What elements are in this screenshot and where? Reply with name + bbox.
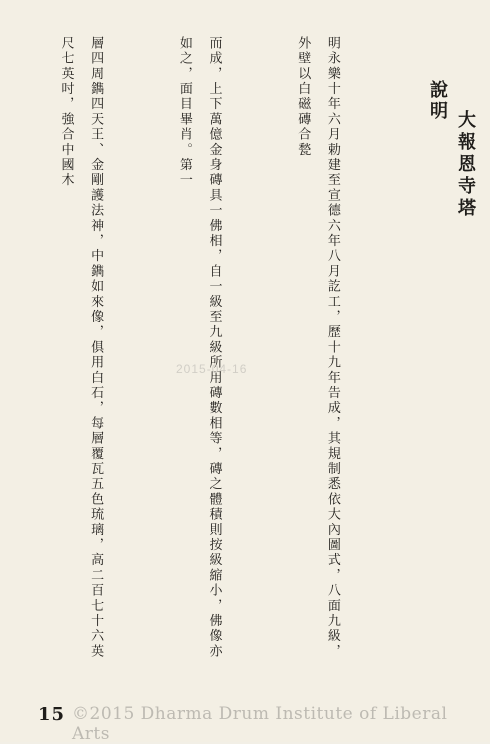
copyright-watermark: ©2015 Dharma Drum Institute of Liberal Arts xyxy=(72,704,448,744)
date-watermark: 2015-04-16 xyxy=(176,362,248,376)
text-column: 而成，上下萬億金身磚具一佛相，自一級至九級所用磚數相等，磚之體積則按級縮小，佛像亦如之，面目畢肖。第一 xyxy=(176,36,222,660)
section-label: 說明 xyxy=(427,80,448,122)
page-number: 15 xyxy=(38,704,66,725)
body-text xyxy=(58,36,406,670)
text-column: 層四周鐫四天王、金剛護法神，中鐫如來像，俱用白石，每層覆瓦五色琉璃，高二百七十六英尺七英吋，強合中國木 xyxy=(58,36,104,660)
text-column: 明永樂十年六月勅建至宣德六年八月訖工，歷十九年告成，其規制悉依大內圖式，八面九級，外壁以白磁磚合甃 xyxy=(295,36,340,660)
page-title: 大報恩寺塔 xyxy=(455,110,476,220)
